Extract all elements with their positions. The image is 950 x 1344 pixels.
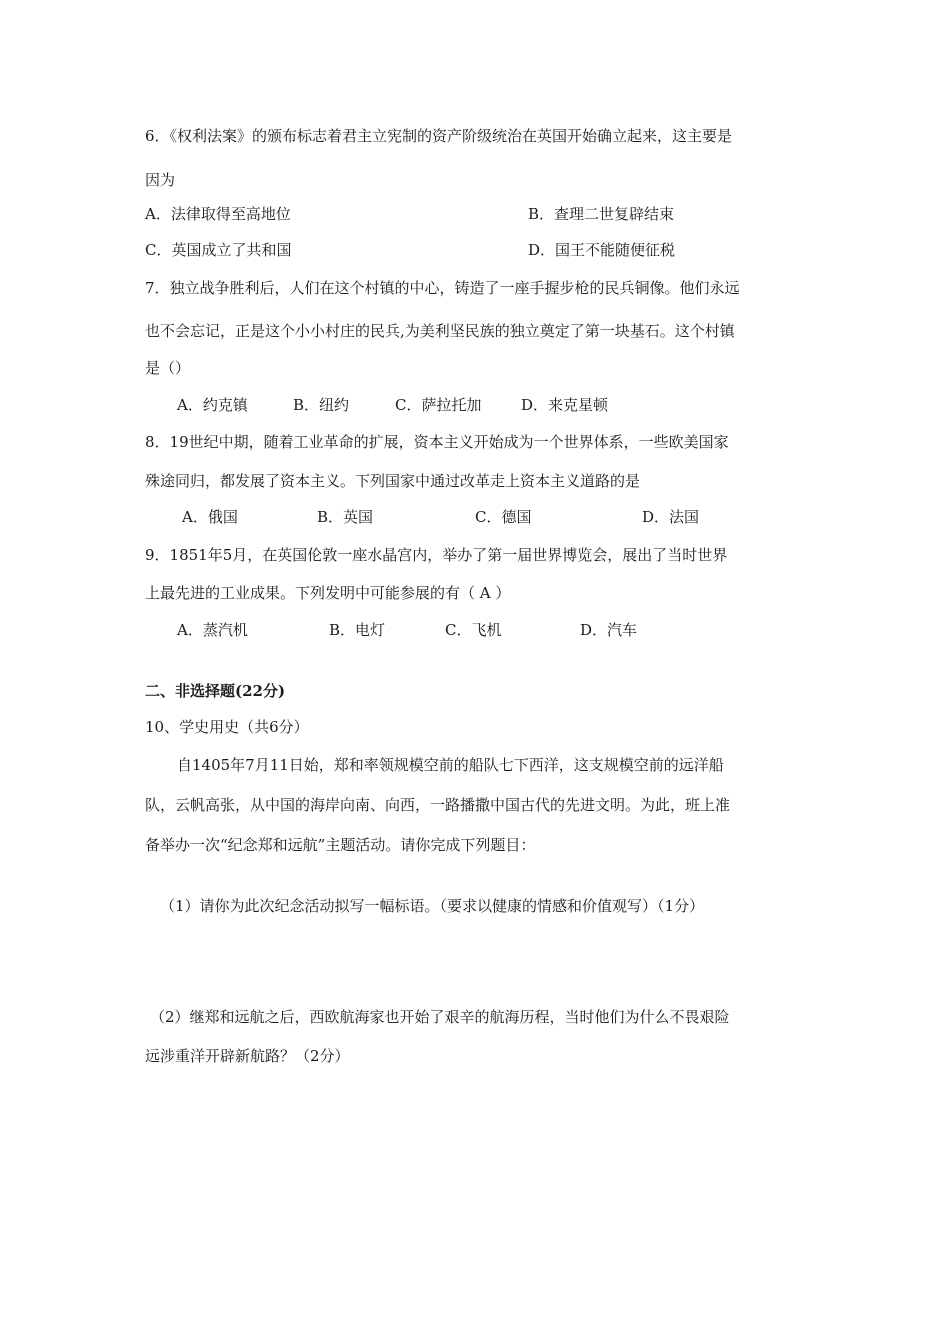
q7-option-d: D．来克星顿	[521, 396, 609, 414]
q8-option-b: B．英国	[317, 508, 374, 526]
q9-stem-line2: 上最先进的工业成果。下列发明中可能参展的有（ A ）	[145, 584, 511, 602]
q7-stem-line1: 7．独立战争胜利后，人们在这个村镇的中心，铸造了一座手握步枪的民兵铜像。他们永远	[145, 279, 740, 297]
q10-paragraph-line1: 自1405年7月11日始，郑和率领规模空前的船队七下西洋，这支规模空前的远洋船	[177, 756, 724, 774]
q7-option-b: B．纽约	[293, 396, 350, 414]
q8-option-c: C．德国	[475, 508, 532, 526]
q8-option-d: D．法国	[642, 508, 700, 526]
q6-stem-line2: 因为	[145, 171, 176, 189]
q8-stem-line2: 殊途同归，都发展了资本主义。下列国家中通过改革走上资本主义道路的是	[145, 472, 641, 490]
section-heading: 二、非选择题(22分)	[145, 682, 286, 700]
q6-option-c: C．英国成立了共和国	[145, 241, 292, 259]
q10-paragraph-line3: 备举办一次“纪念郑和远航”主题活动。请你完成下列题目：	[145, 836, 536, 854]
q10-sub1: （1）请你为此次纪念活动拟写一幅标语。（要求以健康的情感和价值观写）（1分）	[160, 897, 705, 915]
q6-option-d: D．国王不能随便征税	[528, 241, 676, 259]
q8-stem-line1: 8．19世纪中期，随着工业革命的扩展，资本主义开始成为一个世界体系，一些欧美国家	[145, 433, 729, 451]
q7-stem-line2: 也不会忘记，正是这个小小村庄的民兵,为美利坚民族的独立奠定了第一块基石。这个村镇	[145, 322, 735, 340]
q6-option-b: B．查理二世复辟结束	[528, 205, 675, 223]
q6-stem-line1: 6．《权利法案》的颁布标志着君主立宪制的资产阶级统治在英国开始确立起来，这主要是	[145, 127, 733, 145]
q7-option-a: A．约克镇	[177, 396, 248, 414]
q8-option-a: A．俄国	[182, 508, 238, 526]
q9-option-b: B．电灯	[329, 621, 386, 639]
q9-option-a: A．蒸汽机	[177, 621, 248, 639]
q10-paragraph-line2: 队，云帆高张，从中国的海岸向南、向西，一路播撒中国古代的先进文明。为此，班上准	[145, 796, 731, 814]
q9-option-c: C．飞机	[445, 621, 502, 639]
q10-title: 10、学史用史（共6分）	[145, 718, 309, 736]
q10-sub2-line2: 远涉重洋开辟新航路？（2分）	[145, 1047, 350, 1065]
q9-option-d: D．汽车	[580, 621, 638, 639]
q10-sub2-line1: （2）继郑和远航之后，西欧航海家也开始了艰辛的航海历程，当时他们为什么不畏艰险	[150, 1008, 730, 1026]
q7-stem-line3: 是（）	[145, 359, 191, 377]
q6-option-a: A．法律取得至高地位	[145, 205, 291, 223]
q7-option-c: C．萨拉托加	[395, 396, 482, 414]
q9-stem-line1: 9．1851年5月，在英国伦敦一座水晶宫内，举办了第一届世界博览会，展出了当时世界	[145, 546, 728, 564]
